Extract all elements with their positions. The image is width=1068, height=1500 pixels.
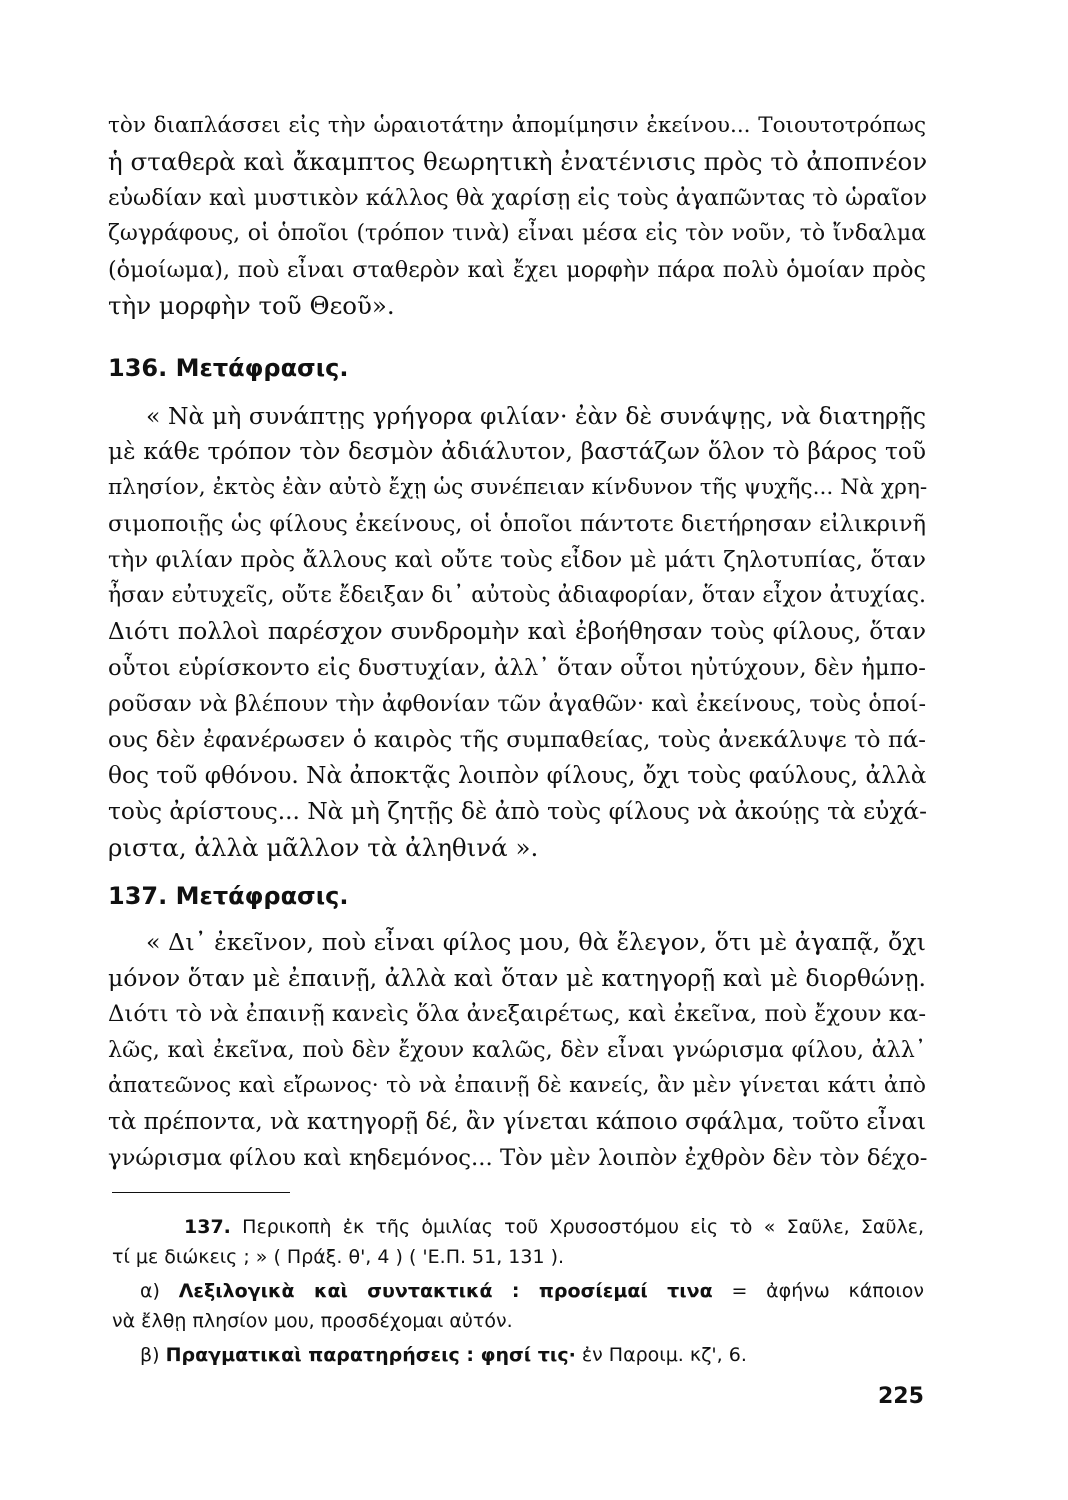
footnote-137-line [184,1212,924,1242]
text-line: πλησίον, ἐκτὸς ἐὰν αὐτὸ ἔχῃ ὡς συνέπειαν κίνδυνον τῆς ψυχῆς... Νὰ χρη- [108,475,928,500]
text-line: θος τοῦ φθόνου. Νὰ ἀποκτᾷς λοιπὸν φίλους, ὄχι τοὺς φαύλους, ἀλλὰ [108,762,927,789]
footnote-label: α) [140,1280,160,1302]
text-line: ἦσαν εὐτυχεῖς, οὔτε ἔδειξαν δι᾿ αὐτοὺς ἀδιαφορίαν, ὅταν εἶχον ἀτυχίας. [108,583,926,608]
section-heading-137: 137. Μετάφρασις. [108,882,349,910]
text-line: ριστα, ἀλλὰ μᾶλλον τὰ ἀληθινά ». [108,833,539,862]
equals-sign: = [731,1280,748,1302]
footnote-text: Περικοπὴ ἐκ τῆς ὁμιλίας τοῦ Χρυσοστόμου εἰς τὸ « Σαῦλε, Σαῦλε, [242,1216,924,1238]
footnote-text: ἐν Παροιμ. κζ', 6. [581,1344,747,1366]
text-line: τοὺς ἀρίστους... Νὰ μὴ ζητῇς δὲ ἀπὸ τοὺς φίλους νὰ ἀκούῃς τὰ εὐχά- [108,798,927,825]
text-line: ἡ σταθερὰ καὶ ἄκαμπτος θεωρητικὴ ἐνατένισις πρὸς τὸ ἀποπνέον [108,147,928,176]
text-line: εὐωδίαν καὶ μυστικὸν κάλλος θὰ χαρίσῃ εἰς τοὺς ἀγαπῶντας τὸ ὡραῖον [108,185,927,211]
footnote-beta-line [140,1340,924,1370]
footnote-bold-text: Λεξιλογικὰ καὶ συντακτικά : προσίεμαί τινα [178,1280,713,1302]
text-line: τὴν φιλίαν πρὸς ἄλλους καὶ οὔτε τοὺς εἶδον μὲ μάτι ζηλοτυπίας, ὅταν [108,547,926,573]
text-line: « Νὰ μὴ συνάπτῃς γρήγορα φιλίαν· ἐὰν δὲ συνάψῃς, νὰ διατηρῇς [146,402,926,430]
footnote-number: 137. [184,1216,231,1238]
text-line: μὲ κάθε τρόπον τὸν δεσμὸν ἀδιάλυτον, βαστάζων ὅλον τὸ βάρος τοῦ [108,438,926,465]
text-line: ζωγράφους, οἱ ὁποῖοι (τρόπον τινὰ) εἶναι μέσα εἰς τὸν νοῦν, τὸ ἴνδαλμα [108,221,926,246]
footnote-text: ἀφήνω κάποιον [766,1280,924,1302]
text-line: Διότι πολλοὶ παρέσχον συνδρομὴν καὶ ἐβοήθησαν τοὺς φίλους, ὅταν [108,618,926,645]
text-line: τὴν μορφὴν τοῦ Θεοῦ». [108,291,395,320]
text-line: σιμοποιῇς ὡς φίλους ἐκείνους, οἱ ὁποῖοι πάντοτε διετήρησαν εἰλικρινῆ [108,511,926,537]
text-line: οὗτοι εὑρίσκοντο εἰς δυστυχίαν, ἀλλ᾿ ὅταν οὗτοι ηὐτύχουν, δὲν ἠμπο- [108,655,926,681]
text-line: « Δι᾿ ἐκεῖνον, ποὺ εἶναι φίλος μου, θὰ ἔλεγον, ὅτι μὲ ἀγαπᾷ, ὄχι [146,928,926,956]
text-line: (ὁμοίωμα), ποὺ εἶναι σταθερὸν καὶ ἔχει μορφὴν πάρα πολὺ ὁμοίαν πρὸς [108,257,926,283]
footnote-separator [112,1192,290,1193]
text-line: τὸν διαπλάσσει εἰς τὴν ὡραιοτάτην ἀπομίμησιν ἐκείνου... Τοιουτοτρόπως [108,113,926,138]
text-line: ροῦσαν νὰ βλέπουν τὴν ἀφθονίαν τῶν ἀγαθῶν· καὶ ἐκείνους, τοὺς ὁποί- [108,691,926,717]
text-line: Διότι τὸ νὰ ἐπαινῇ κανεὶς ὅλα ἀνεξαιρέτως, καὶ ἐκεῖνα, ποὺ ἔχουν κα- [108,1001,927,1027]
footnote-label: β) [140,1344,160,1366]
text-line: τὰ πρέποντα, νὰ κατηγορῇ δέ, ἂν γίνεται κάποιο σφάλμα, τοῦτο εἶναι [108,1109,926,1135]
text-line: γνώρισμα φίλου καὶ κηδεμόνος... Τὸν μὲν λοιπὸν ἐχθρὸν δὲν τὸν δέχο- [108,1145,928,1171]
text-line: ἀπατεῶνος καὶ εἴρωνος· τὸ νὰ ἐπαινῇ δὲ κανείς, ἂν μὲν γίνεται κάτι ἀπὸ [108,1073,926,1098]
section-heading-136: 136. Μετάφρασις. [108,354,349,382]
footnote-bold-text: Πραγματικαὶ παρατηρήσεις : φησί τις· [165,1344,576,1366]
footnote-alpha-line [140,1276,924,1306]
footnote-alpha-line: νὰ ἔλθῃ πλησίον μου, προσδέχομαι αὐτόν. [112,1310,513,1332]
footnote-137-line: τί με διώκεις ; » ( Πράξ. θ', 4 ) ( 'Ε.Π. 51, 131 ). [112,1246,565,1268]
text-line: ους δὲν ἐφανέρωσεν ὁ καιρὸς τῆς συμπαθείας, τοὺς ἀνεκάλυψε τὸ πά- [108,727,926,753]
text-line: μόνον ὅταν μὲ ἐπαινῇ, ἀλλὰ καὶ ὅταν μὲ κατηγορῇ καὶ μὲ διορθώνῃ. [108,964,926,992]
page-number: 225 [878,1384,924,1409]
text-line: λῶς, καὶ ἐκεῖνα, ποὺ δὲν ἔχουν καλῶς, δὲν εἶναι γνώρισμα φίλου, ἀλλ᾿ [108,1037,926,1063]
